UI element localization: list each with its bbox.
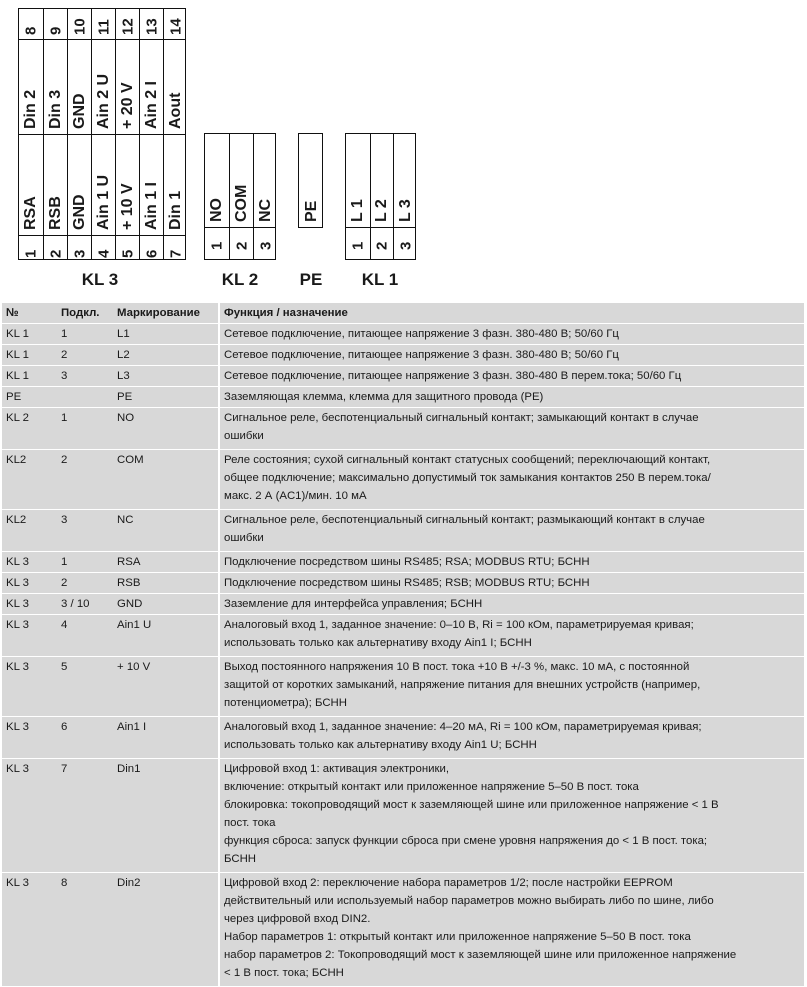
terminal-label: Din 2 <box>22 89 39 129</box>
terminal-number: 2 <box>373 241 391 250</box>
terminal-label: Ain 1 I <box>142 181 160 230</box>
table-row <box>2 408 804 450</box>
table-row <box>2 873 804 987</box>
terminal-label: L 1 <box>348 199 366 222</box>
terminal-number: 13 <box>143 18 160 35</box>
terminal-number: 1 <box>22 249 40 258</box>
terminal-number: 2 <box>47 249 64 258</box>
cell-function: Аналоговый вход 1, заданное значение: 0–10 В, Ri = 100 кОм, параметрируемая кривая; использовать только как альтернативу входу Ain1 I; БСНН <box>219 615 804 657</box>
cell-connection <box>57 387 113 408</box>
terminal-column <box>205 134 229 259</box>
cell-function: Реле состояния; сухой сигнальный контакт статусных сообщений; переключающий контакт, общее подключение; максимально допустимый ток замыкания контактов 250 В перем.тока/ макс. 2 А (AC1)/мин. 10 мА <box>219 450 804 510</box>
terminal-column <box>43 9 67 259</box>
cell-number: KL 3 <box>2 594 57 615</box>
terminal-label: + 20 V <box>118 82 136 129</box>
cell-connection: 4 <box>57 615 113 657</box>
cell-connection: 1 <box>57 552 113 573</box>
terminal-column <box>115 9 139 259</box>
cell-marking: RSB <box>113 573 219 594</box>
terminal-label: Din 3 <box>46 89 64 129</box>
terminal-number: 1 <box>349 241 367 250</box>
terminal-label: Ain 2 U <box>94 73 112 129</box>
terminal-label: Din 1 <box>166 190 184 230</box>
cell-number: KL 1 <box>2 324 57 345</box>
cell-number: KL2 <box>2 450 57 510</box>
cell-number: KL 1 <box>2 345 57 366</box>
cell-marking: Ain1 I <box>113 717 219 759</box>
table-row <box>2 717 804 759</box>
cell-connection: 1 <box>57 324 113 345</box>
terminal-number: 8 <box>22 26 40 35</box>
cell-connection: 6 <box>57 717 113 759</box>
cell-function: Сетевое подключение, питающее напряжение 3 фазн. 380-480 В; 50/60 Гц <box>219 345 804 366</box>
cell-marking: Din1 <box>113 759 219 873</box>
cell-marking: L2 <box>113 345 219 366</box>
cell-marking: + 10 V <box>113 657 219 717</box>
cell-marking: L3 <box>113 366 219 387</box>
terminal-number: 3 <box>257 241 274 250</box>
table-row <box>2 657 804 717</box>
terminal-label: NC <box>256 198 274 222</box>
terminal-label: NO <box>208 198 225 222</box>
header-function: Функция / назначение <box>219 303 804 324</box>
terminal-column <box>229 134 253 259</box>
terminal-column <box>370 134 394 259</box>
header-number: № <box>2 303 57 324</box>
cell-number: KL 3 <box>2 552 57 573</box>
terminal-number: 6 <box>143 249 160 258</box>
terminal-label: Ain 1 U <box>94 174 112 230</box>
cell-connection: 7 <box>57 759 113 873</box>
cell-number: KL 3 <box>2 717 57 759</box>
terminal-block-pe <box>298 133 323 228</box>
table-row <box>2 573 804 594</box>
terminal-column <box>346 134 370 259</box>
cell-marking: Din2 <box>113 873 219 987</box>
cell-function: Сетевое подключение, питающее напряжение 3 фазн. 380-480 В; 50/60 Гц <box>219 324 804 345</box>
terminal-number: 3 <box>397 241 415 250</box>
terminal-column <box>253 134 277 259</box>
table-header-row <box>2 303 804 324</box>
terminal-block-kl1 <box>345 133 416 260</box>
cell-function: Заземляющая клемма, клемма для защитного провода (PE) <box>219 387 804 408</box>
terminal-label: Ain 2 I <box>142 80 160 129</box>
terminal-column <box>19 9 43 259</box>
cell-marking: Ain1 U <box>113 615 219 657</box>
terminal-column <box>139 9 163 259</box>
terminal-label: RSB <box>46 196 64 230</box>
cell-number: KL 3 <box>2 615 57 657</box>
cell-number: KL 3 <box>2 573 57 594</box>
header-marking: Маркирование <box>113 303 219 324</box>
table-row <box>2 615 804 657</box>
terminal-number: 4 <box>95 249 112 258</box>
terminal-label: + 10 V <box>118 183 136 230</box>
cell-marking: GND <box>113 594 219 615</box>
terminal-label: PE <box>302 200 320 222</box>
cell-connection: 5 <box>57 657 113 717</box>
terminal-number: 10 <box>71 18 88 35</box>
terminal-number: 7 <box>167 249 184 258</box>
cell-marking: COM <box>113 450 219 510</box>
terminal-label: RSA <box>22 196 39 230</box>
terminal-number: 11 <box>95 19 112 35</box>
cell-function: Выход постоянного напряжения 10 В пост. тока +10 В +/-3 %, макс. 10 мА, с постоянной защитой от коротких замыканий, напряжение питания для внешних устройств (например, потенциометра); БСНН <box>219 657 804 717</box>
cell-connection: 1 <box>57 408 113 450</box>
table-row <box>2 324 804 345</box>
kl2-caption: KL 2 <box>221 270 259 289</box>
table-row <box>2 759 804 873</box>
table-row <box>2 552 804 573</box>
terminal-column <box>393 134 417 259</box>
cell-marking: NC <box>113 510 219 552</box>
terminal-column <box>163 9 187 259</box>
cell-connection: 2 <box>57 345 113 366</box>
cell-connection: 3 <box>57 510 113 552</box>
cell-number: KL 3 <box>2 759 57 873</box>
cell-function: Подключение посредством шины RS485; RSA; MODBUS RTU; БСНН <box>219 552 804 573</box>
pe-caption: PE <box>299 270 323 289</box>
cell-number: PE <box>2 387 57 408</box>
cell-marking: NO <box>113 408 219 450</box>
terminal-number: 3 <box>71 249 88 258</box>
table-row <box>2 594 804 615</box>
cell-function: Сигнальное реле, беспотенциальный сигнальный контакт; размыкающий контакт в случае ошибки <box>219 510 804 552</box>
table-row <box>2 450 804 510</box>
terminal-table <box>2 303 804 987</box>
kl1-caption: KL 1 <box>361 270 399 289</box>
cell-function: Цифровой вход 1: активация электроники, включение: открытый контакт или приложенное напряжение 5–50 В пост. тока блокировка: токопроводящий мост к заземляющей шине или приложенное напряжение < 1 В пост. тока функция сброса: запуск функции сброса при смене уровня напряжения до < 1 В пост. тока; БСНН <box>219 759 804 873</box>
terminal-number: 12 <box>119 18 136 35</box>
cell-function: Цифровой вход 2: переключение набора параметров 1/2; после настройки EEPROM действительный или используемый набор параметров можно выбирать либо по шине, либо через цифровой вход DIN2. Набор параметров 1: открытый контакт или приложенное напряжение 5–50 В пост. тока набор параметров 2: Токопроводящий мост к заземляющей шине или приложенное напряжение < 1 В пост. тока; БСНН <box>219 873 804 987</box>
cell-marking: PE <box>113 387 219 408</box>
cell-number: KL 3 <box>2 873 57 987</box>
terminal-column <box>91 9 115 259</box>
kl3-caption: KL 3 <box>81 270 119 289</box>
terminal-number: 9 <box>47 26 64 35</box>
cell-number: KL 1 <box>2 366 57 387</box>
cell-connection: 2 <box>57 573 113 594</box>
terminal-number: 14 <box>167 18 184 35</box>
terminal-label: COM <box>232 184 250 222</box>
table-row <box>2 366 804 387</box>
terminal-number: 1 <box>208 241 226 250</box>
cell-connection: 3 / 10 <box>57 594 113 615</box>
terminal-diagram <box>0 0 807 300</box>
terminal-label: L 2 <box>372 199 390 222</box>
header-connection: Подкл. <box>57 303 113 324</box>
cell-function: Сигнальное реле, беспотенциальный сигнальный контакт; замыкающий контакт в случае ошибки <box>219 408 804 450</box>
cell-number: KL 3 <box>2 657 57 717</box>
cell-function: Заземление для интерфейса управления; БСНН <box>219 594 804 615</box>
cell-function: Сетевое подключение, питающее напряжение 3 фазн. 380-480 В перем.тока; 50/60 Гц <box>219 366 804 387</box>
terminal-number: 2 <box>233 241 250 250</box>
cell-connection: 2 <box>57 450 113 510</box>
cell-function: Подключение посредством шины RS485; RSB; MODBUS RTU; БСНН <box>219 573 804 594</box>
terminal-number: 5 <box>119 249 136 258</box>
terminal-label: GND <box>70 93 88 129</box>
table-row <box>2 345 804 366</box>
cell-marking: RSA <box>113 552 219 573</box>
cell-connection: 3 <box>57 366 113 387</box>
terminal-label: GND <box>70 194 88 230</box>
terminal-block-kl2 <box>204 133 276 260</box>
cell-number: KL2 <box>2 510 57 552</box>
cell-number: KL 2 <box>2 408 57 450</box>
cell-function: Аналоговый вход 1, заданное значение: 4–20 мА, Ri = 100 кОм, параметрируемая кривая; использовать только как альтернативу входу Ain1 U; БСНН <box>219 717 804 759</box>
cell-connection: 8 <box>57 873 113 987</box>
table-row <box>2 510 804 552</box>
table-row <box>2 387 804 408</box>
terminal-block-kl3 <box>18 8 186 260</box>
terminal-column <box>299 134 324 227</box>
terminal-label: L 3 <box>396 199 414 222</box>
terminal-label: Aout <box>166 92 184 129</box>
cell-marking: L1 <box>113 324 219 345</box>
terminal-column <box>67 9 91 259</box>
